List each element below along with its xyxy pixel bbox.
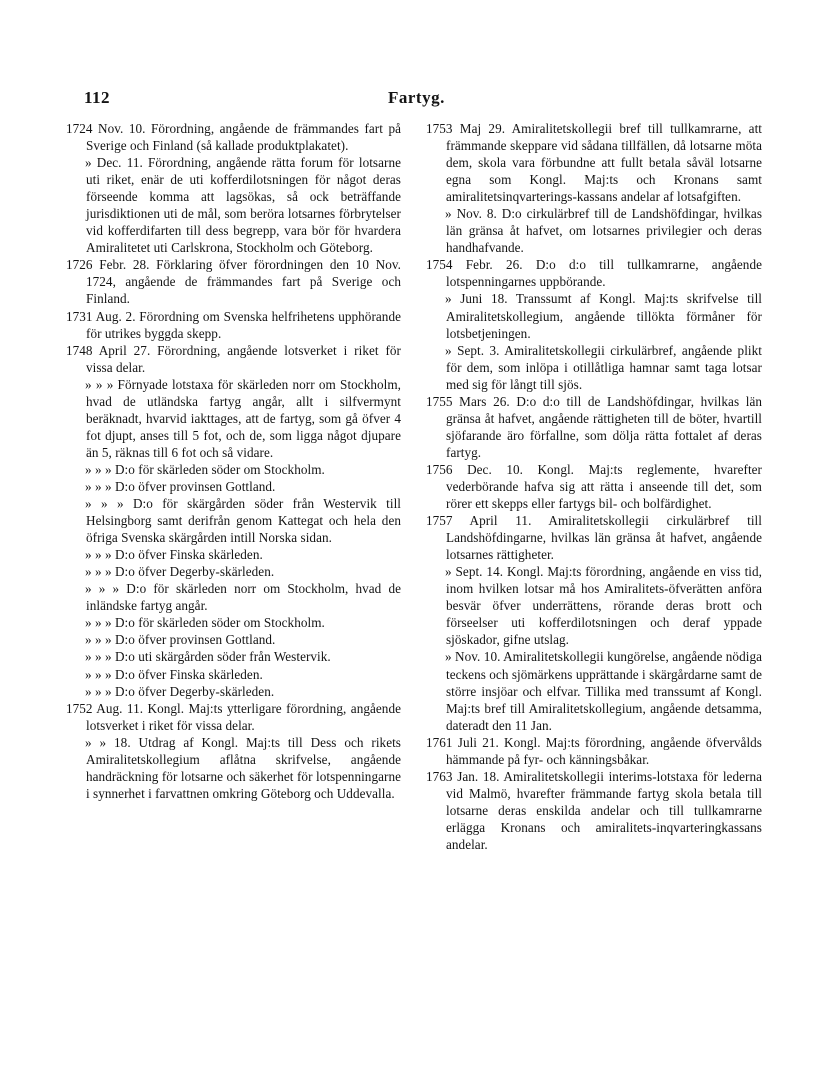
chronology-entry: 1726 Febr. 28. Förklaring öfver förordningen den 10 Nov. 1724, angående de främmandes fart på Sverige och Finland.: [66, 257, 401, 307]
chronology-entry: » » » D:o öfver provinsen Gottland.: [85, 632, 276, 648]
chronology-entry: » » » D:o öfver Finska skärleden.: [85, 666, 263, 682]
chronology-entry: » Sept. 14. Kongl. Maj:ts förordning, angående en viss tid, inom hvilken lotsar må hos Amiralitets-öfverätten anföra besvär öfver underrättens, rörande deras brott och förseelser uti kofferdilotsningen och deraf yppade sjöskador, gifne utslag.: [445, 564, 762, 648]
chronology-entry: » » » D:o öfver Degerby-skärleden.: [85, 564, 275, 580]
chronology-entry: » » » D:o uti skärgården söder från Westervik.: [85, 649, 331, 665]
chronology-entry: » Nov. 8. D:o cirkulärbref till de Landshöfdingar, hvilkas län gränsa åt hafvet, om lotsarnes privilegier och deras handhafvande.: [445, 206, 762, 256]
right-column: [426, 120, 762, 853]
chronology-entry: » » » D:o öfver Finska skärleden.: [85, 547, 263, 563]
chronology-entry: 1753 Maj 29. Amiralitetskollegii bref till tullkamrarne, att främmande skeppare vid sådana tillfällen, då lotsarne möta dem, skola vara förbundne att fullt betala såväl lotsarne egna som Kongl. Maj:ts och Kronans samt amiralitetsinqvarterings-kassans andelar af lotsafgiften.: [426, 121, 762, 205]
chronology-entry: » » » D:o öfver Degerby-skärleden.: [85, 683, 275, 699]
chronology-entry: 1724 Nov. 10. Förordning, angående de främmandes fart på Sverige och Finland (så kallade produktplakatet).: [66, 121, 401, 154]
chronology-entry: 1757 April 11. Amiralitetskollegii cirkulärbref till Landshöfdingarne, hvilkas län gränsa åt hafvet, angående lotsarnes rättigheter.: [426, 513, 762, 563]
page-number: 112: [84, 88, 111, 107]
chronology-entry: 1754 Febr. 26. D:o d:o till tullkamrarne, angående lotspenningarnes uppbörande.: [426, 257, 762, 290]
chronology-entry: » » 18. Utdrag af Kongl. Maj:ts till Dess och rikets Amiralitetskollegium aflåtna skrifvelse, angående handräckning för lotsarne och säkerhet för lotspenningarne i synnerhet i farvattnen omkring Göteborg och Uddevalla.: [85, 734, 401, 801]
chronology-entry: » » » D:o öfver provinsen Gottland.: [85, 478, 276, 494]
chronology-entry: 1763 Jan. 18. Amiralitetskollegii interims-lotstaxa för lederna vid Malmö, hvarefter främmande fartyg skola betala till lotsarne deras enskilda andelar och till tullkamrarne erlägga Kronans och amiralitets-inqvarteringkassans andelar.: [426, 768, 762, 852]
chronology-entry: » » » D:o för skärleden söder om Stockholm.: [85, 461, 325, 477]
chronology-entry: » » » D:o för skärleden norr om Stockholm, hvad de inländske fartyg angår.: [85, 581, 401, 614]
chronology-entry: 1748 April 27. Förordning, angående lotsverket i riket för vissa delar.: [66, 342, 401, 375]
chronology-entry: » Nov. 10. Amiralitetskollegii kungörelse, angående nödiga teckens och sjömärkens upprättande i skärgårdarne samt de större insjöar och elfvar. Tillika med transsumt af Kongl. Maj:ts bref till Amiralitetskollegium, angående detsamma, dateradt den 11 Jan.: [445, 649, 762, 733]
chronology-entry: » Dec. 11. Förordning, angående rätta forum för lotsarne uti riket, enär de uti kofferdilotsningen för något deras förseende komma att lagsökas, så ock beträffande jurisdiktionen uti de mål, som beröra lotsarnes förbrytelser vid kofferdifarten till dess begrepp, vara bör för hvardera Amiralitetet uti Carlskrona, Stockholm och Göteborg.: [85, 155, 401, 256]
chronology-entry: 1756 Dec. 10. Kongl. Maj:ts reglemente, hvarefter vederbörande hafva sig att rätta i anseende till det, som rörer ett skepps eller fartygs bil- och bolfärdighet.: [426, 461, 762, 512]
chronology-entry: » Sept. 3. Amiralitetskollegii cirkulärbref, angående plikt för dem, som inlöpa i otillåtliga hamnar samt taga lotsar med sig för långt till sjös.: [445, 342, 762, 392]
left-column: [66, 120, 401, 802]
running-head-title: Fartyg.: [388, 88, 445, 107]
chronology-entry: » » » D:o för skärgården söder från Westervik till Helsingborg samt derifrån genom Kattegat och hela den öfriga Svenska skärgården intill Norska sidan.: [85, 496, 401, 546]
chronology-entry: 1731 Aug. 2. Förordning om Svenska helfrihetens upphörande för utrikes byggda skepp.: [66, 308, 401, 341]
chronology-entry: 1761 Juli 21. Kongl. Maj:ts förordning, angående öfvervålds hämmande på fyr- och känningsbåkar.: [426, 734, 762, 767]
chronology-entry: 1755 Mars 26. D:o d:o till de Landshöfdingar, hvilkas län gränsa åt hafvet, angående rättigheten till de böter, hvartill sjöfarande äro förfallne, som dölja rätta fottalet af deras fartyg.: [426, 393, 762, 460]
chronology-entry: 1752 Aug. 11. Kongl. Maj:ts ytterligare förordning, angående lotsverket i riket för vissa delar.: [66, 700, 401, 733]
chronology-entry: » Juni 18. Transsumt af Kongl. Maj:ts skrifvelse till Amiralitetskollegium, angående tillökta förmåner för lotsbetjeningen.: [445, 291, 762, 341]
chronology-entry: » » » Förnyade lotstaxa för skärleden norr om Stockholm, hvad de utländska fartyg angår, allt i silfvermynt beräknadt, hvarvid iakttages, att de fartyg, som gå öfver 4 fot djupt, anses till 5 fot, och de, som ligga något djupare än 5, räknas till 6 fot och så vidare.: [85, 376, 401, 460]
chronology-entry: » » » D:o för skärleden söder om Stockholm.: [85, 615, 325, 631]
